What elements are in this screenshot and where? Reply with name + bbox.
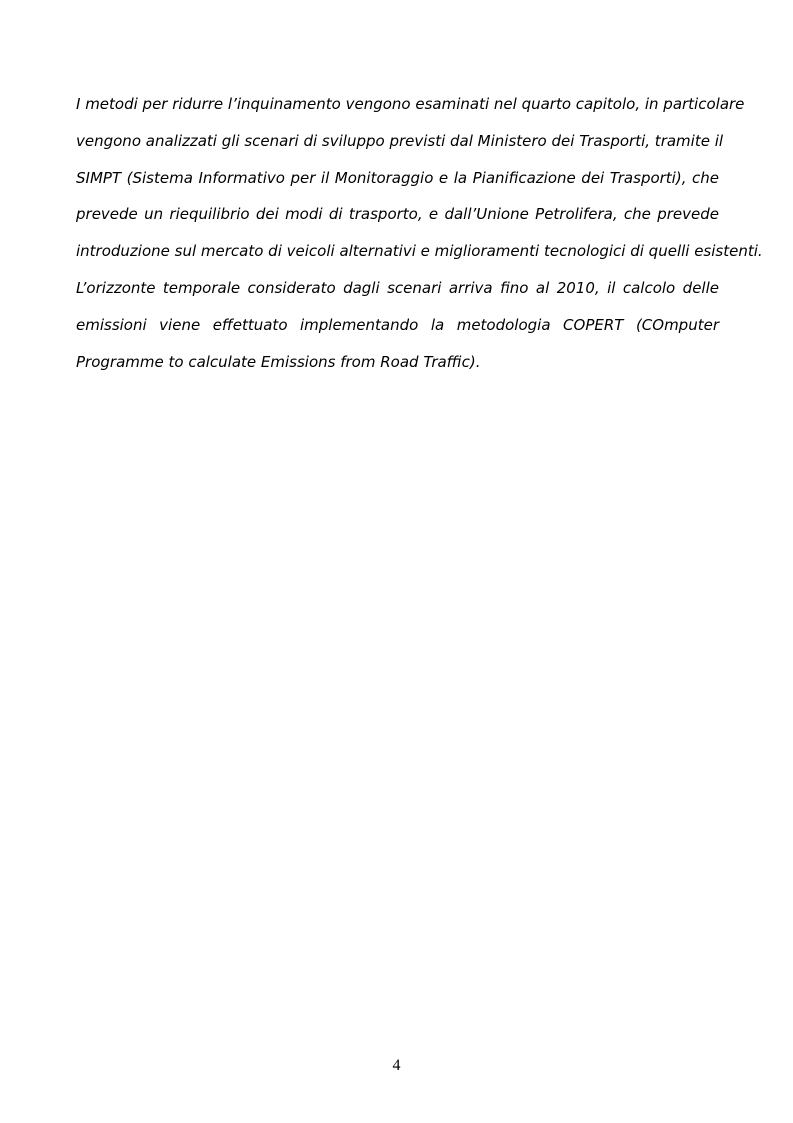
paragraph-line: I metodi per ridurre l’inquinamento vengono esaminati nel quarto capitolo, in particolare bbox=[76, 95, 745, 113]
paragraph-line: SIMPT (Sistema Informativo per il Monitoraggio e la Pianificazione dei Trasporti), che bbox=[76, 168, 719, 187]
paragraph-line: vengono analizzati gli scenari di sviluppo previsti dal Ministero dei Trasporti, tramite il bbox=[76, 131, 724, 150]
paragraph-line: emissioni viene effettuato implementando la metodologia COPERT (COmputer bbox=[76, 315, 719, 334]
paragraph-line: Programme to calculate Emissions from Road Traffic). bbox=[76, 352, 481, 371]
paragraph-line: prevede un riequilibrio dei modi di trasporto, e dall’Unione Petrolifera, che prevede bbox=[76, 205, 719, 224]
paragraph-line: L’orizzonte temporale considerato dagli scenari arriva fino al 2010, il calcolo delle bbox=[76, 278, 719, 297]
page-number: 4 bbox=[392, 1057, 401, 1074]
paragraph-line: introduzione sul mercato di veicoli alternativi e miglioramenti tecnologici di quelli esistenti. bbox=[76, 242, 763, 261]
body-paragraph bbox=[76, 91, 763, 385]
